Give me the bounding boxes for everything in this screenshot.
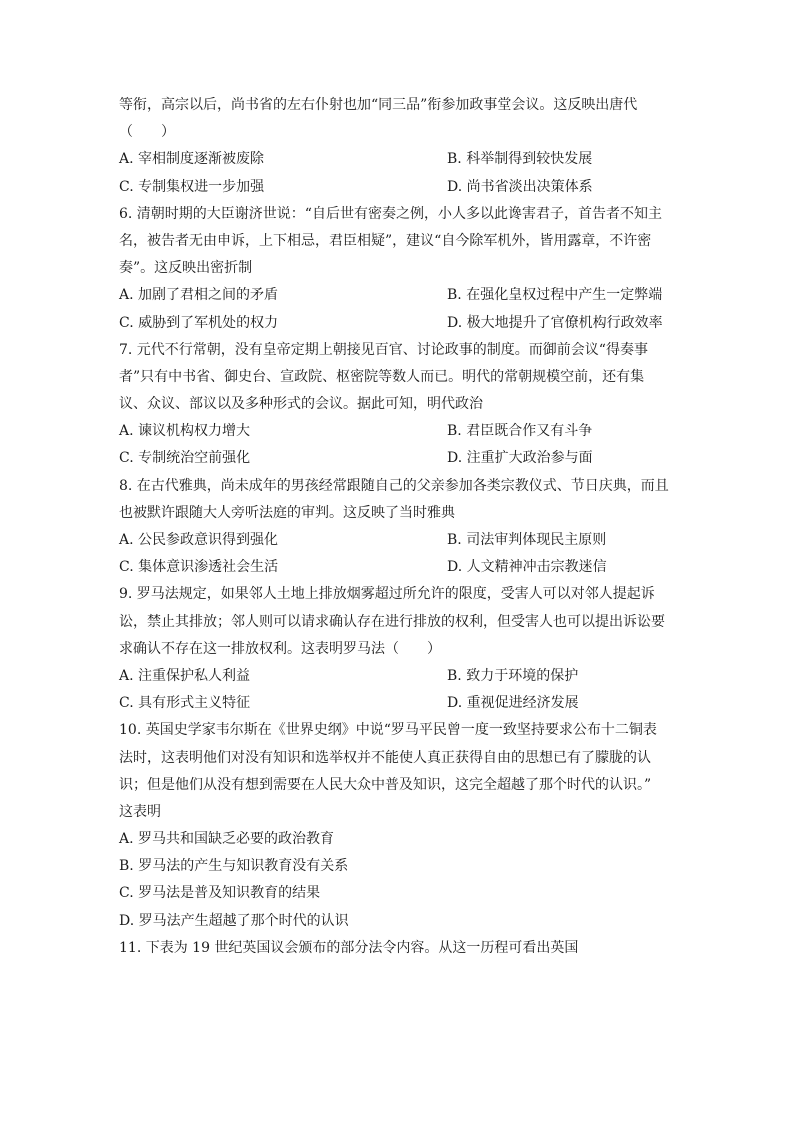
question-7	[119, 337, 679, 473]
question-stem-line: 者”只有中书省、御史台、宣政院、枢密院等数人而已。明代的常朝规模空前，还有集	[119, 368, 645, 385]
options-row	[119, 663, 679, 690]
option-c: C. 具有形式主义特征	[119, 695, 251, 712]
question-stem-line: 也被默许跟随大人旁听法庭的审判。这反映了当时雅典	[119, 504, 455, 521]
option-a: A. 宰相制度逐渐被废除	[119, 151, 265, 168]
options-row	[119, 690, 679, 717]
option-d: D. 罗马法产生超越了那个时代的认识	[119, 912, 349, 929]
option-b: B. 君臣既合作又有斗争	[447, 423, 593, 440]
question-stem-line: 这表明	[119, 803, 161, 820]
question-stem-line: 求确认不存在这一排放权利。这表明罗马法（ ）	[119, 640, 441, 657]
options-row	[119, 527, 679, 554]
question-stem-line: 8. 在古代雅典，尚未成年的男孩经常跟随自己的父亲参加各类宗教仪式、节日庆典，而且	[119, 477, 669, 494]
question-8	[119, 473, 679, 582]
question-stem-line: 9. 罗马法规定，如果邻人土地上排放烟雾超过所允许的限度，受害人可以对邻人提起诉	[119, 586, 655, 603]
question-stem-line: 6. 清朝时期的大臣谢济世说：“自后世有密奏之例，小人多以此谗害君子，首告者不知主	[119, 205, 662, 222]
option-b: B. 罗马法的产生与知识教育没有关系	[119, 858, 349, 875]
option-a: A. 注重保护私人利益	[119, 667, 251, 684]
option-c: C. 罗马法是普及知识教育的结果	[119, 885, 321, 902]
option-d: D. 人文精神冲击宗教迷信	[447, 559, 607, 576]
option-d: D. 尚书省淡出决策体系	[447, 178, 593, 195]
option-a: A. 公民参政意识得到强化	[119, 532, 279, 548]
question-stem-line: 等衔，高宗以后，尚书省的左右仆射也加“同三品”衔参加政事堂会议。这反映出唐代	[119, 97, 638, 113]
options-row	[119, 310, 679, 337]
question-stem-line: 奏”。这反映出密折制	[119, 260, 253, 277]
question-stem-line: 法时，这表明他们对没有知识和选举权并不能使人真正获得自由的思想已有了朦胧的认	[119, 749, 651, 766]
options-row	[119, 174, 679, 201]
option-c: C. 专制集权进一步加强	[119, 178, 265, 195]
option-c: C. 威胁到了军机处的权力	[119, 314, 279, 331]
question-stem-line: 识；但是他们从没有想到需要在人民大众中普及知识，这完全超越了那个时代的认识。”	[119, 776, 652, 793]
question-10	[119, 717, 679, 935]
question-stem-line: 讼，禁止其排放；邻人则可以请求确认存在进行排放的权利，但受害人也可以提出诉讼要	[119, 613, 665, 630]
option-a: A. 加剧了君相之间的矛盾	[119, 287, 279, 304]
question-5	[119, 92, 679, 201]
option-b: B. 在强化皇权过程中产生一定弊端	[447, 287, 663, 304]
option-b: B. 科举制得到较快发展	[447, 151, 593, 168]
question-9	[119, 581, 679, 717]
exam-page	[119, 92, 679, 962]
option-c: C. 集体意识渗透社会生活	[119, 559, 279, 576]
options-row	[119, 418, 679, 445]
options-row	[119, 146, 679, 173]
question-stem-line: 议、众议、部议以及多种形式的会议。据此可知，明代政治	[119, 396, 483, 413]
question-stem-line: 7. 元代不行常朝，没有皇帝定期上朝接见百官、讨论政事的制度。而御前会议“得奏事	[119, 341, 648, 358]
question-stem-line: 10. 英国史学家韦尔斯在《世界史纲》中说“罗马平民曾一度一致坚持要求公布十二铜表	[119, 722, 657, 739]
options-row	[119, 445, 679, 472]
question-stem-line: 11. 下表为 19 世纪英国议会颁布的部分法令内容。从这一历程可看出英国	[119, 939, 579, 956]
option-c: C. 专制统治空前强化	[119, 450, 251, 467]
option-a: A. 罗马共和国缺乏必要的政治教育	[119, 831, 335, 848]
option-d: D. 注重扩大政治参与面	[447, 450, 593, 467]
option-b: B. 致力于环境的保护	[447, 667, 579, 684]
question-stem-line: （ ）	[119, 124, 175, 141]
option-d: D. 重视促进经济发展	[447, 695, 579, 712]
options-row	[119, 554, 679, 581]
option-b: B. 司法审判体现民主原则	[447, 532, 607, 548]
options-row	[119, 282, 679, 309]
option-a: A. 谏议机构权力增大	[119, 423, 251, 440]
option-d: D. 极大地提升了官僚机构行政效率	[447, 314, 663, 331]
question-11	[119, 935, 679, 962]
question-stem-line: 名，被告者无由申诉，上下相忌，君臣相疑”，建议“自今除军机外，皆用露章，不许密	[119, 232, 652, 249]
question-6	[119, 201, 679, 337]
